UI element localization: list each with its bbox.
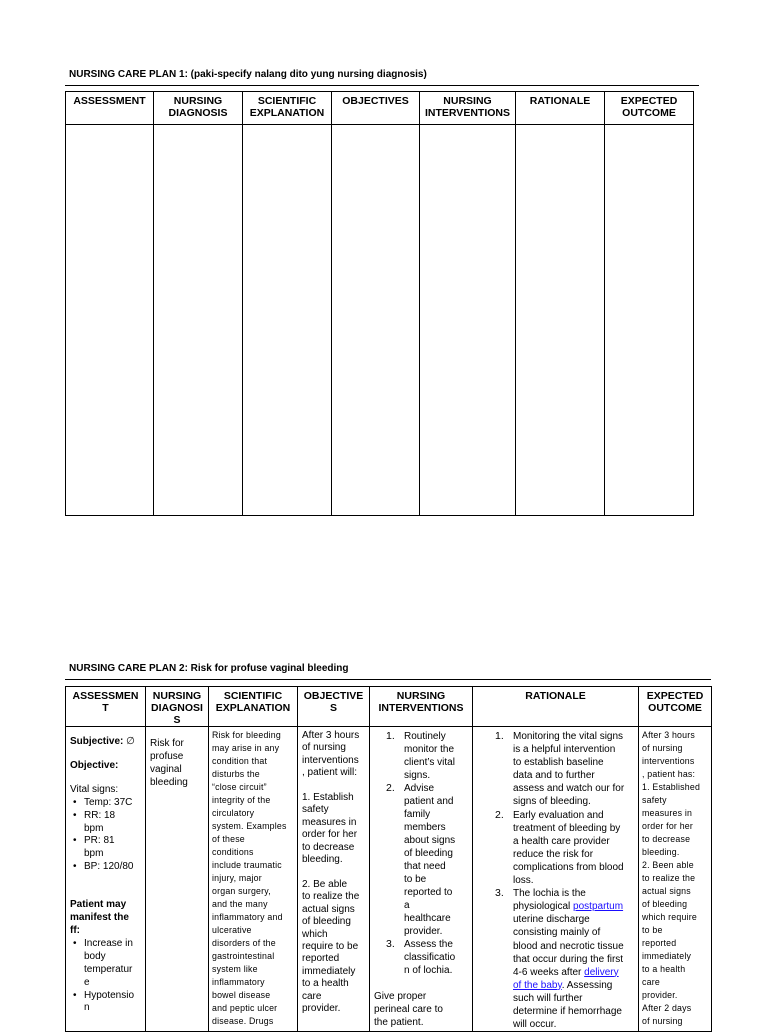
manifest-list (70, 938, 142, 1015)
rationale-item: 1. Monitoring the vital signs is a helpful intervention to establish baseline data and to further assess and watch our for signs of bleeding. (495, 730, 625, 808)
subjective-line: Subjective: ∅ (70, 736, 135, 747)
rationale-list (477, 730, 635, 1031)
plan2-cell-scientific-explanation (209, 727, 298, 1032)
plan2-cell-objectives (298, 727, 370, 1032)
plan1-title-rule (65, 85, 699, 86)
interventions-list (374, 730, 469, 977)
plan2-header-interventions: NURSING INTERVENTIONS (370, 687, 473, 727)
plan2-cell-expected-outcome (639, 727, 712, 1032)
plan1-cell-scientific-explanation (243, 125, 332, 516)
plan1-cell-diagnosis (154, 125, 243, 516)
plan2-header-expected-outcome: EXPECTED OUTCOME (639, 687, 712, 727)
plan1-header-scientific-explanation: SCIENTIFIC EXPLANATION (243, 92, 332, 125)
intervention-item: 3. Assess the classificatio n of lochia. (386, 938, 456, 976)
vital-sign-item: • BP: 120/80 (73, 861, 134, 873)
plan2-header-diagnosis: NURSING DIAGNOSI S (146, 687, 209, 727)
plan2-cell-assessment (66, 727, 146, 1032)
plan1-body-row (66, 125, 694, 516)
plan1-cell-assessment (66, 125, 154, 516)
plan1-cell-objectives (332, 125, 420, 516)
plan2-cell-rationale (473, 727, 639, 1032)
postpartum-link[interactable]: postpartum (573, 901, 624, 913)
vital-signs-list (70, 797, 142, 874)
of-the-baby-link[interactable]: of the baby (513, 979, 562, 991)
vital-sign-item: • RR: 18 bpm (73, 809, 116, 834)
care-plan-2-table (65, 686, 712, 1032)
plan2-header-scientific-explanation: SCIENTIFIC EXPLANATION (209, 687, 298, 727)
rationale-item: 3. The lochia is the physiological postpartum uterine discharge consisting mainly of blood and necrotic tissue that occur during the first 4-6 weeks after delivery of the baby. Assessing such will further determine if hemorrhage will occur. (495, 887, 624, 1031)
plan1-cell-interventions (420, 125, 516, 516)
plan2-header-row (66, 687, 712, 727)
plan1-header-objectives: OBJECTIVES (332, 92, 420, 125)
manifest-item: • Increase in body temperatur e (73, 937, 133, 988)
plan2-header-assessment: ASSESSMEN T (66, 687, 146, 727)
plan2-cell-diagnosis: Risk for profuse vaginal bleeding (146, 727, 209, 1032)
plan1-header-row (66, 92, 694, 125)
scientific-explanation-text: Risk for bleeding may arise in any condition that disturbs the “close circuit” integrity of the circulatory system. Examples of these conditions include traumatic injury, major organ surgery, and the many inflammatory and ulcerative disorders of the gastrointestinal system like inflammatory bowel disease and peptic ulcer disease. Drugs (212, 730, 287, 1026)
plan1-header-diagnosis: NURSING DIAGNOSIS (154, 92, 243, 125)
plan1-header-rationale: RATIONALE (516, 92, 605, 125)
plan2-header-rationale: RATIONALE (473, 687, 639, 727)
intervention-item: 2. Advise patient and family members about signs of bleeding that need to be reported to a healthcare provider. (386, 782, 456, 937)
care-plan-1-table (65, 91, 694, 516)
intervention-item: 1. Routinely monitor the client’s vital signs. (386, 730, 455, 781)
plan1-title: NURSING CARE PLAN 1: (paki-specify nalang dito yung nursing diagnosis) (69, 69, 427, 80)
objective-label: Objective: (70, 759, 119, 771)
manifest-item: • Hypotensio n (73, 989, 135, 1014)
plan2-body-row (66, 727, 712, 1032)
vital-sign-item: • Temp: 37C (73, 796, 133, 808)
plan2-title-rule (65, 679, 711, 680)
objectives-text: After 3 hours of nursing interventions , patient will: 1. Establish safety measures in order for her to decrease bleeding. 2. Be able to realize the actual signs of bleeding which require to be reported immediately to a health care provider. (302, 730, 360, 1014)
manifest-label: Patient may manifest the ff: (70, 899, 129, 936)
rationale-item: 2. Early evaluation and treatment of bleeding by a health care provider reduce the risk for complications from blood loss. (495, 808, 624, 887)
plan1-cell-rationale (516, 125, 605, 516)
plan2-cell-interventions (370, 727, 473, 1032)
plan1-cell-expected-outcome (605, 125, 694, 516)
plan1-header-expected-outcome: EXPECTED OUTCOME (605, 92, 694, 125)
plan2-header-objectives: OBJECTIVE S (298, 687, 370, 727)
vital-sign-item: • PR: 81 bpm (73, 835, 115, 860)
plan2-title: NURSING CARE PLAN 2: Risk for profuse vaginal bleeding (69, 663, 349, 674)
expected-outcome-text: After 3 hours of nursing interventions , patient has: 1. Established safety measures in order for her to decrease bleeding. 2. Been able to realize the actual signs of bleeding which require to be reported immediately to a health care provider. After 2 days of nursing (642, 730, 701, 1026)
plan1-header-assessment: ASSESSMENT (66, 92, 154, 125)
plan1-header-interventions: NURSING INTERVENTIONS (420, 92, 516, 125)
intervention-extra: Give proper perineal care to the patient. (374, 991, 443, 1028)
vital-signs-label: Vital signs: (70, 783, 119, 795)
delivery-link[interactable]: delivery (584, 966, 619, 978)
